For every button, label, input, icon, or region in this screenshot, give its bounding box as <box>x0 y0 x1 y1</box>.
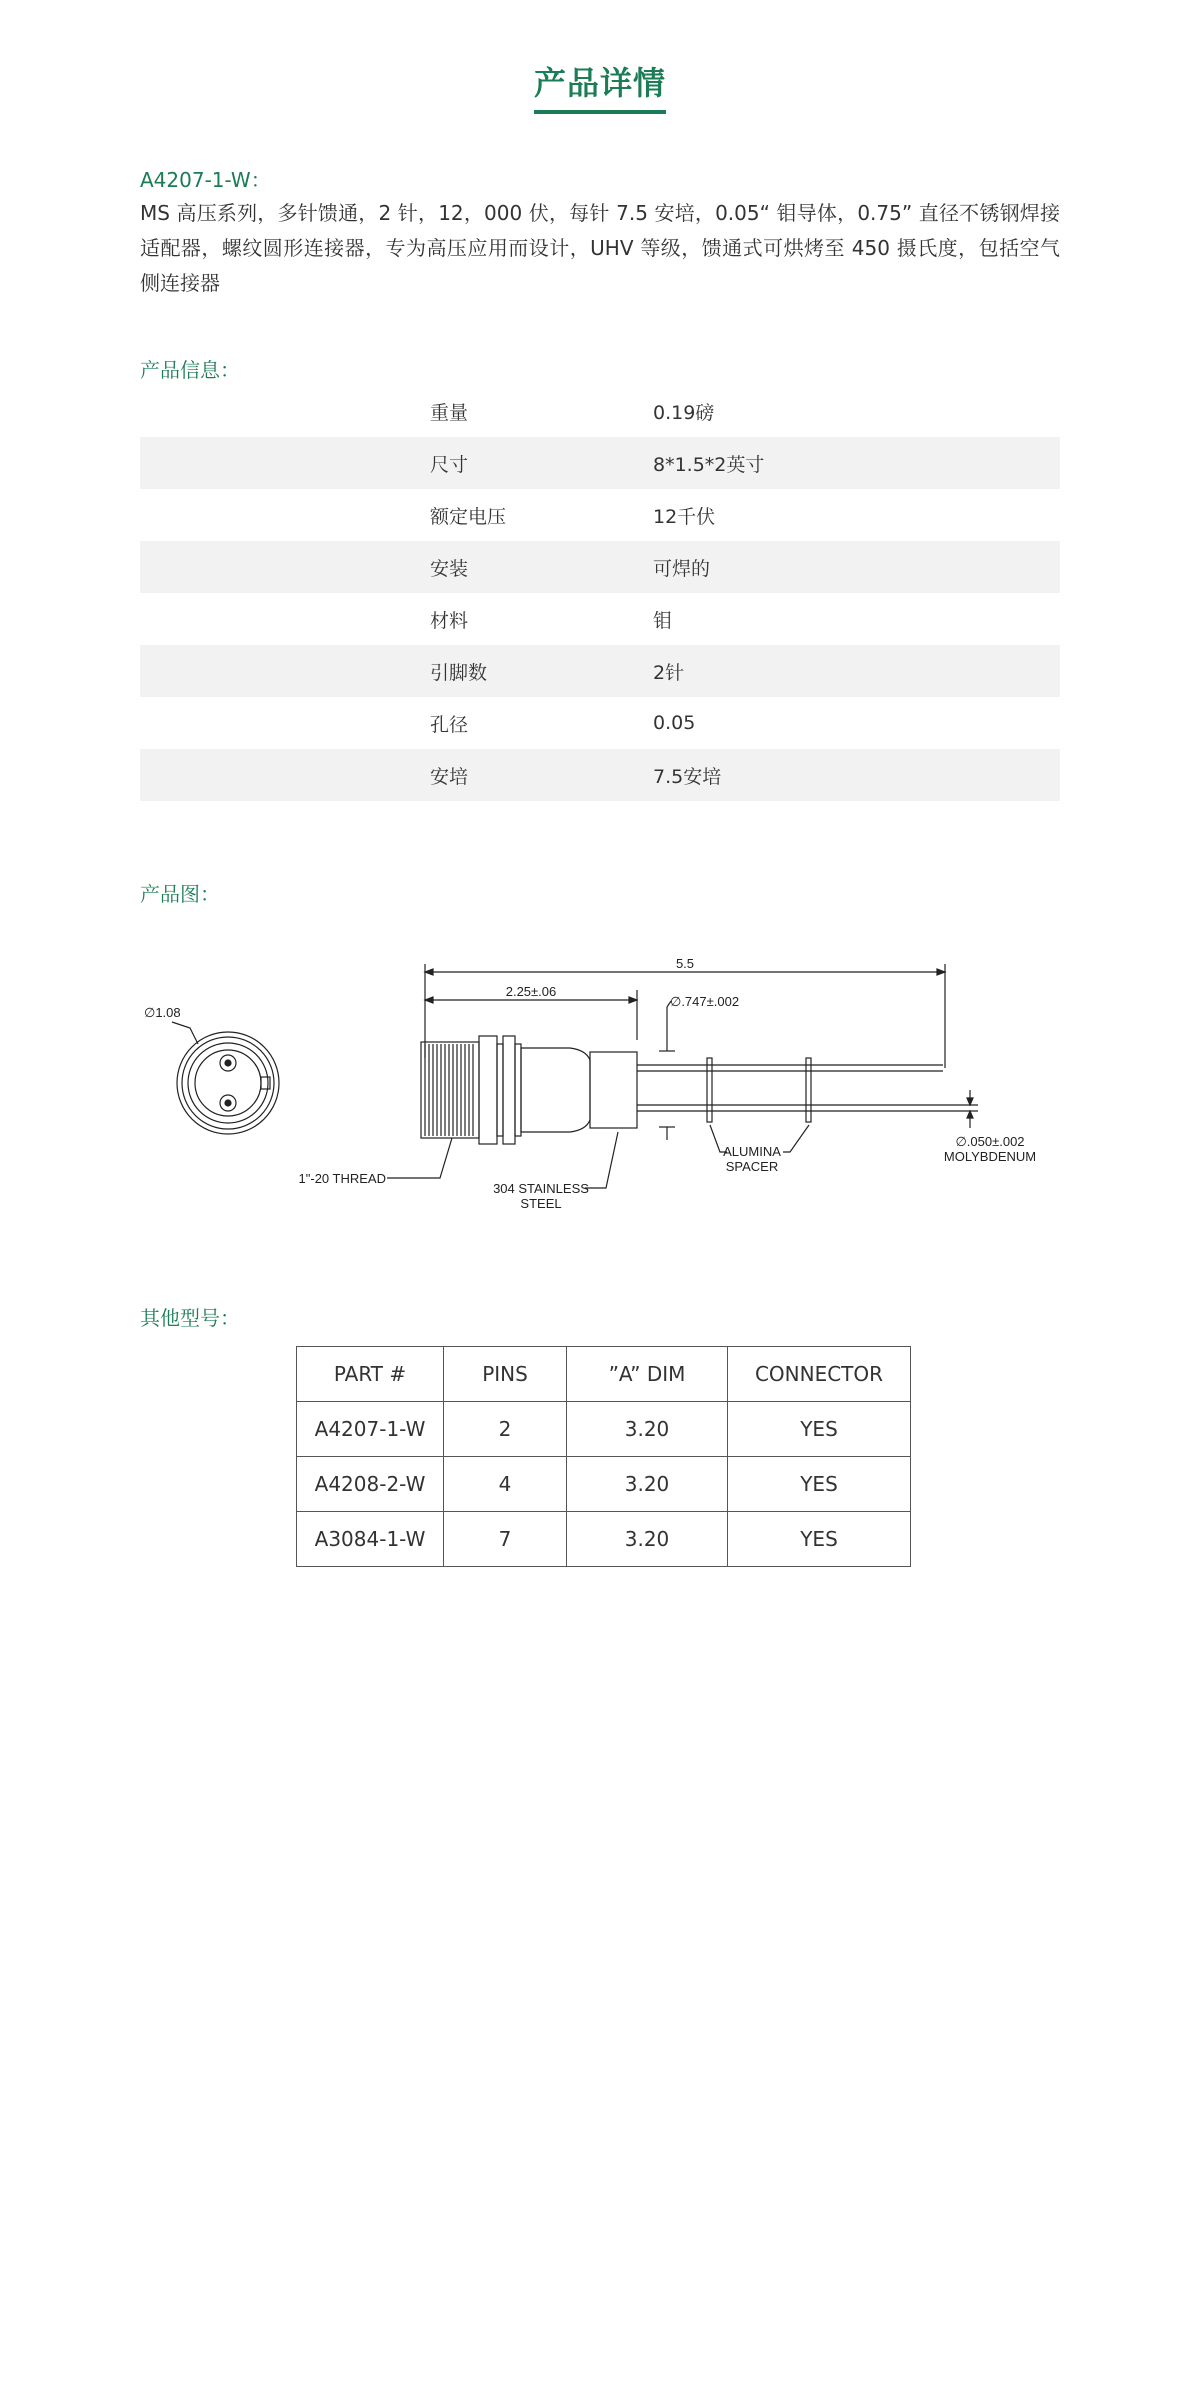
product-description: MS 高压系列，多针馈通，2 针，12，000 伏，每针 7.5 安培，0.05“ 钼导体，0.75” 直径不锈钢焊接适配器，螺纹圆形连接器，专为高压应用而设计，UHV 等级，馈通式可烘烤至 450 摄氏度，包括空气侧连接器 <box>140 201 1060 295</box>
table-cell: 7 <box>444 1512 567 1567</box>
info-key: 材料 <box>430 609 469 632</box>
table-cell: 3.20 <box>567 1457 728 1512</box>
table-cell: A4207-1-W <box>297 1402 444 1457</box>
info-row <box>140 437 1060 489</box>
overall-length-label: 5.5 <box>675 956 695 971</box>
info-key: 安培 <box>430 765 469 788</box>
info-value: 可焊的 <box>653 557 711 580</box>
info-key: 重量 <box>430 401 469 424</box>
table-cell: 4 <box>444 1457 567 1512</box>
info-value: 7.5安培 <box>653 765 722 788</box>
table-header: PART # <box>297 1347 444 1402</box>
body-diameter-label: ∅.747±.002 <box>670 994 740 1009</box>
table-cell: A4208-2-W <box>297 1457 444 1512</box>
model-label: A4207-1-W： <box>140 168 271 192</box>
info-row <box>140 697 1060 749</box>
table-row <box>297 1402 911 1457</box>
spacer-label-line1: ALUMINA <box>723 1144 781 1159</box>
info-key: 尺寸 <box>430 453 469 476</box>
info-row <box>140 489 1060 541</box>
table-cell: YES <box>728 1512 911 1567</box>
table-cell: 3.20 <box>567 1402 728 1457</box>
info-value: 钼 <box>653 609 673 632</box>
flange-length-label: 2.25±.06 <box>505 984 557 999</box>
info-row <box>140 645 1060 697</box>
info-key: 引脚数 <box>430 661 488 684</box>
section-label-drawing: 产品图： <box>140 882 220 906</box>
face-diameter-label: ∅1.08 <box>144 1005 181 1020</box>
conductor-material-label: MOLYBDENUM <box>943 1149 1037 1164</box>
table-header-row <box>297 1347 911 1402</box>
spacer-label-line2: SPACER <box>725 1159 779 1174</box>
table-cell: YES <box>728 1457 911 1512</box>
page-title-wrap <box>0 58 1200 114</box>
table-cell: A3084-1-W <box>297 1512 444 1567</box>
table-header: PINS <box>444 1347 567 1402</box>
thread-label: 1"-20 THREAD <box>298 1171 386 1186</box>
info-key: 安装 <box>430 557 469 580</box>
section-label-info: 产品信息： <box>140 358 240 382</box>
table-header: ”A” DIM <box>567 1347 728 1402</box>
info-value: 8*1.5*2英寸 <box>653 453 765 476</box>
info-value: 0.19磅 <box>653 401 715 424</box>
info-row <box>140 541 1060 593</box>
info-row <box>140 749 1060 801</box>
table-row <box>297 1457 911 1512</box>
connector-face-view <box>172 1022 279 1134</box>
conductor-diameter-label: ∅.050±.002 <box>955 1134 1025 1149</box>
steel-label-line2: STEEL <box>520 1196 562 1211</box>
info-row <box>140 593 1060 645</box>
section-label-models: 其他型号： <box>140 1306 240 1330</box>
info-value: 2针 <box>653 661 685 684</box>
table-row <box>297 1512 911 1567</box>
table-header: CONNECTOR <box>728 1347 911 1402</box>
product-info-table <box>140 385 1060 801</box>
other-models-table <box>296 1346 911 1567</box>
info-key: 孔径 <box>430 713 469 736</box>
table-cell: YES <box>728 1402 911 1457</box>
product-drawing <box>140 940 1080 1230</box>
table-cell: 2 <box>444 1402 567 1457</box>
page-title: 产品详情 <box>534 58 666 114</box>
table-cell: 3.20 <box>567 1512 728 1567</box>
info-key: 额定电压 <box>430 505 507 528</box>
steel-label-line1: 304 STAINLESS <box>493 1181 589 1196</box>
info-value: 0.05 <box>653 712 696 734</box>
info-row <box>140 385 1060 437</box>
info-value: 12千伏 <box>653 505 716 528</box>
